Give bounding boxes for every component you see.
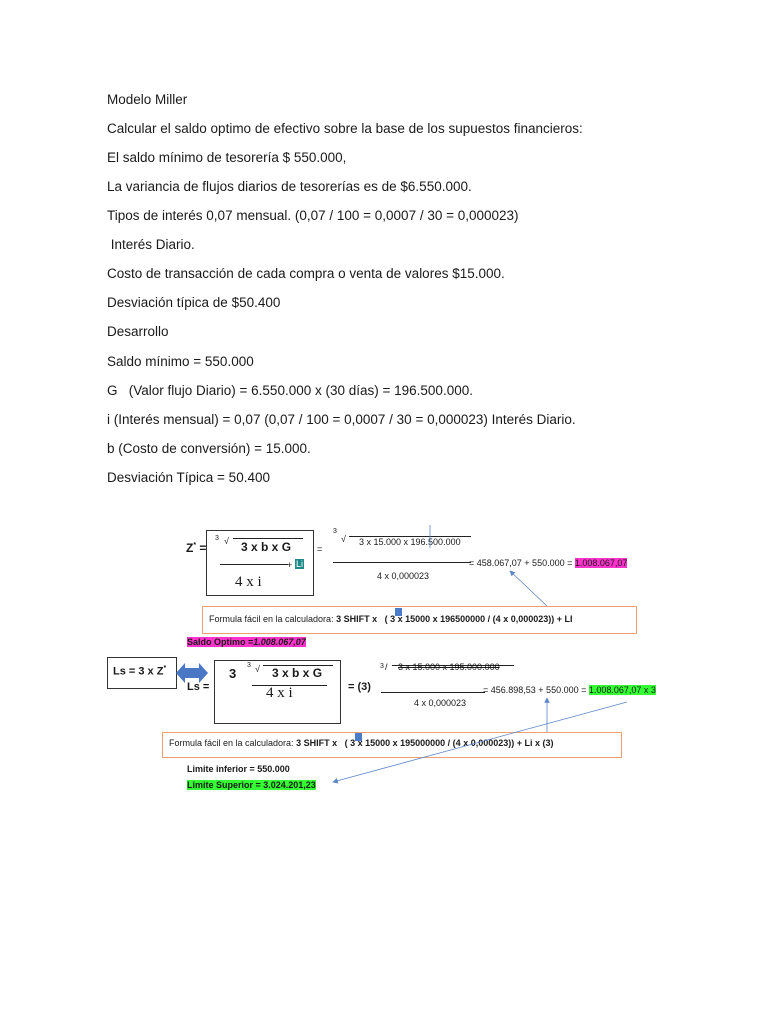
text-line: Tipos de interés 0,07 mensual. (0,07 / 100 = 0,0007 / 30 = 0,000023) [107,208,519,223]
ls-result: 1.008.067,07 x 3 [588,685,656,695]
calc-result: = 458.067,07 + 550.000 = 1.008.067,07 [469,558,628,568]
text-line: El saldo mínimo de tesorería $ 550.000, [107,150,347,165]
arrow-line [510,571,547,606]
easy-formula-1: Formula fácil en la calculadora: 3 SHIFT x ( 3 x 15000 x 196500000 / (4 x 0,000023)) + LI [209,614,573,624]
li-term: Li [296,559,304,569]
annotation-arrows [107,522,657,794]
ls-eq3: = (3) [348,681,371,693]
ls-calc-numerator: 3 x 15.000 x 195.000.000 [398,662,500,672]
limite-superior: Limite Superior = 3.024.201,23 [187,780,316,790]
formula-figure [107,522,657,794]
text-line: Saldo mínimo = 550.000 [107,354,254,369]
root-index: 3 [333,528,337,535]
z-label: Z* = [186,541,207,555]
root-sign: √ [255,664,260,674]
text-line: Interés Diario. [107,237,195,252]
doc-title: Modelo Miller [107,92,188,107]
calc-numerator: 3 x 15.000 x 196.500.000 [359,537,461,547]
root-index: 3 [215,535,219,542]
easy-formula-2: Formula fácil en la calculadora: 3 SHIFT x ( 3 x 15000 x 195000000 / (4 x 0,000023)) + Li x (3) [169,738,554,748]
text-line: La variancia de flujos diarios de tesorerías es de $6.550.000. [107,179,472,194]
saldo-optimo: Saldo Optimo =1.008.067,07 [187,637,306,647]
text-line: G (Valor flujo Diario) = 6.550.000 x (30 días) = 196.500.000. [107,383,473,398]
text-line: Desviación Típica = 50.400 [107,470,270,485]
root-index: 3 [247,662,251,669]
plus-sign: + [287,560,293,570]
equals: = [317,544,323,554]
section-heading: Desarrollo [107,324,169,339]
ls-label: Ls = [187,681,210,693]
text-line: i (Interés mensual) = 0,07 (0,07 / 100 = 0,0007 / 30 = 0,000023) Interés Diario. [107,412,576,427]
root-index: 3 [380,663,384,670]
arrow-line [333,702,627,782]
ls-box-label: Ls = 3 x Z* [113,665,167,678]
root-sign: √ [341,534,346,544]
text-line: Calcular el saldo optimo de efectivo sobre la base de los supuestos financieros: [107,121,583,136]
ls-denominator: 4 x i [266,685,293,701]
text-line: Desviación típica de $50.400 [107,295,281,310]
formula-denominator: 4 x i [235,574,262,590]
calc-denominator: 4 x 0,000023 [377,571,430,581]
ls-coefficient: 3 [229,666,237,681]
formula-numerator: 3 x b x G [241,540,292,554]
ls-calc-denominator: 4 x 0,000023 [414,698,467,708]
ls-calc-result: = 456.898,53 + 550.000 = 1.008.067,07 x 3 [483,685,656,695]
ls-numerator: 3 x b x G [272,666,323,680]
limite-inferior: Limite inferior = 550.000 [187,764,290,774]
text-line: Costo de transacción de cada compra o venta de valores $15.000. [107,266,505,281]
root-sign: / [385,662,388,672]
root-sign: √ [224,536,229,546]
text-line: b (Costo de conversión) = 15.000. [107,441,311,456]
z-result: 1.008.067,07 [574,558,628,568]
